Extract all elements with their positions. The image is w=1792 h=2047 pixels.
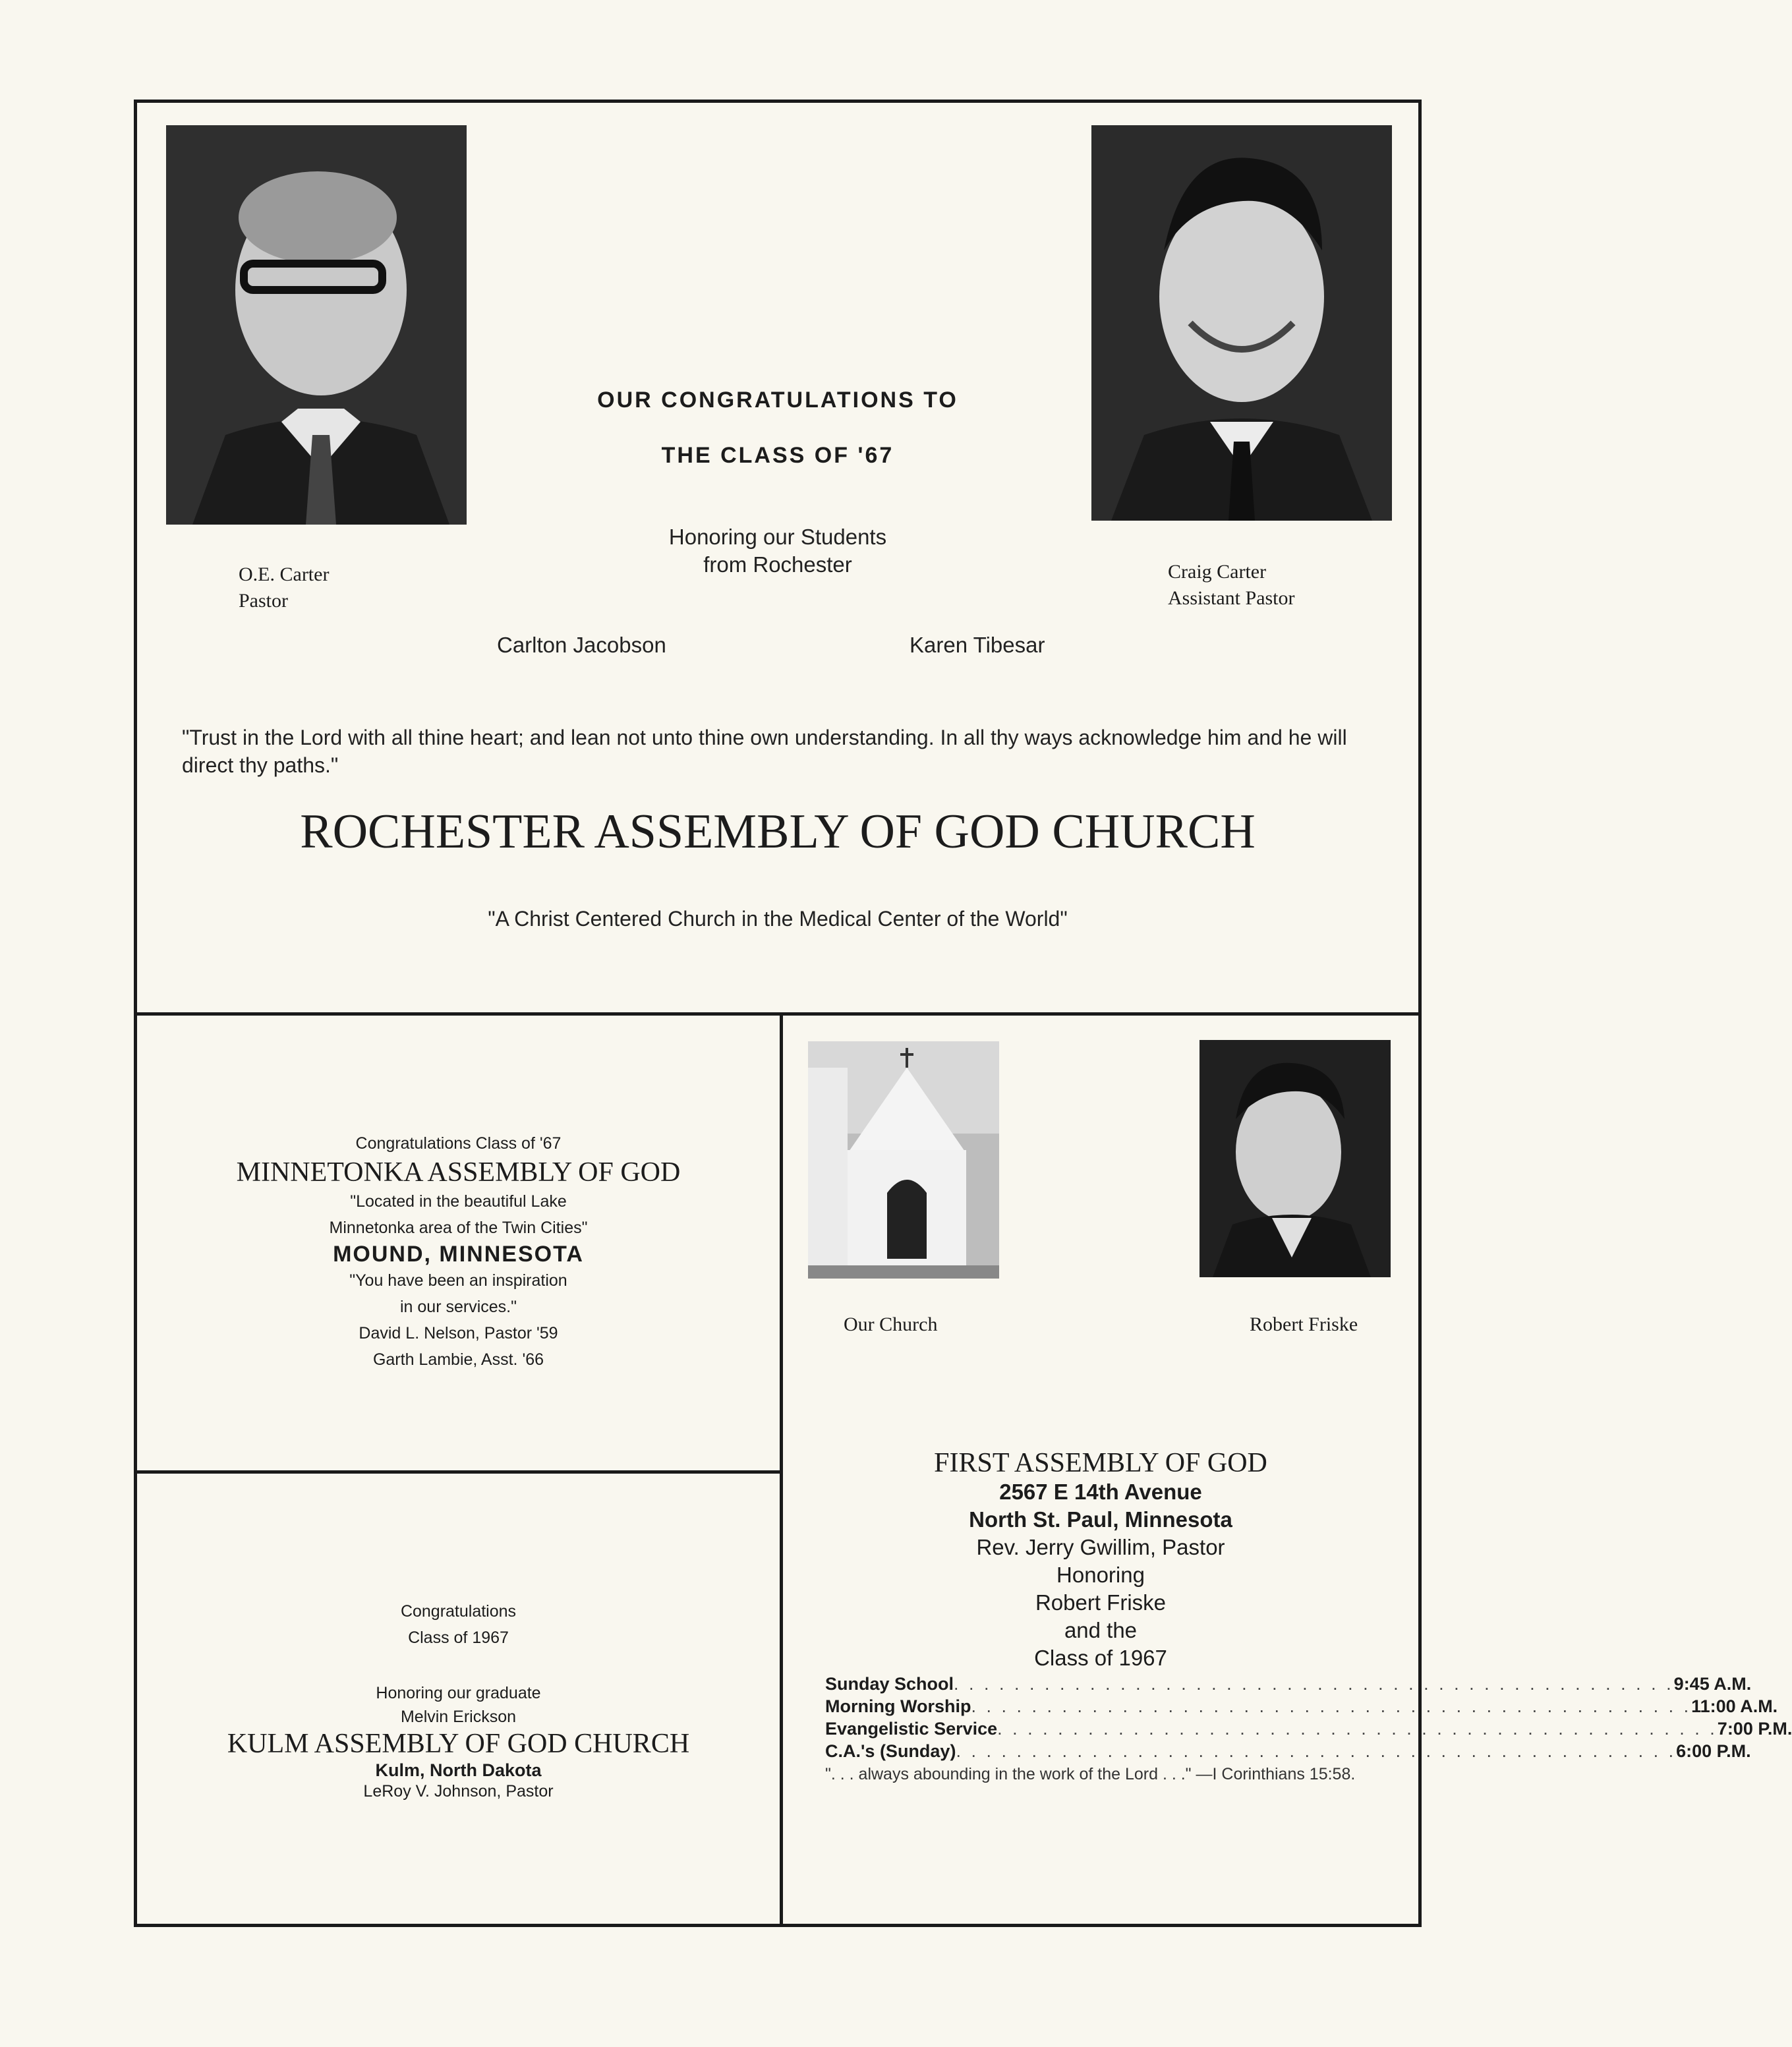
schedule-time: 9:45 A.M.: [1673, 1674, 1752, 1694]
minnetonka-inspiration-line2: in our services.": [400, 1298, 517, 1316]
first-assembly-class: Class of 1967: [1034, 1646, 1167, 1670]
kulm-church-name: KULM ASSEMBLY OF GOD CHURCH: [227, 1729, 690, 1759]
first-assembly-church-name: FIRST ASSEMBLY OF GOD: [934, 1448, 1267, 1478]
schedule-time: 7:00 P.M.: [1717, 1719, 1792, 1739]
minnetonka-location-line2: Minnetonka area of the Twin Cities": [329, 1219, 588, 1237]
schedule-time: 6:00 P.M.: [1676, 1741, 1751, 1761]
kulm-pastor: LeRoy V. Johnson, Pastor: [363, 1782, 554, 1801]
first-assembly-honoree: Robert Friske: [1035, 1590, 1167, 1615]
rochester-church-name: ROCHESTER ASSEMBLY OF GOD CHURCH: [300, 805, 1256, 859]
minnetonka-location-line1: "Located in the beautiful Lake: [350, 1192, 567, 1211]
first-assembly-address: 2567 E 14th Avenue: [999, 1480, 1202, 1504]
robert-friske-caption: Robert Friske: [1250, 1313, 1358, 1335]
kulm-graduate: Melvin Erickson: [400, 1708, 517, 1726]
kulm-congrats: Congratulations: [400, 1602, 517, 1621]
student-karen-tibesar: Karen Tibesar: [910, 633, 1045, 657]
minnetonka-text-block: [137, 1130, 780, 1373]
honoring-students-line1: Honoring our Students: [668, 525, 887, 549]
student-carlton-jacobson: Carlton Jacobson: [497, 633, 666, 657]
minnetonka-assistant: Garth Lambie, Asst. '66: [372, 1350, 544, 1369]
kulm-class: Class of 1967: [408, 1629, 509, 1647]
congrats-heading-line1: OUR CONGRATULATIONS TO: [597, 388, 958, 413]
kulm-text-block: [137, 1598, 780, 1802]
craig-carter-photo: [1091, 125, 1392, 521]
honoring-students-line2: from Rochester: [703, 552, 852, 577]
corinthians-verse: ". . . always abounding in the work of the Lord . . ." —I Corinthians 15:58.: [825, 1765, 1356, 1783]
first-assembly-city: North St. Paul, Minnesota: [969, 1507, 1232, 1532]
church-building-photo: [808, 1041, 999, 1279]
service-schedule: [825, 1673, 1792, 1785]
schedule-leader-dots: . . . . . . . . . . . . . . . . . . . . . . . . . . . . . . . . . . . . . . . . . . . . . . . .: [954, 1674, 1674, 1694]
schedule-leader-dots: . . . . . . . . . . . . . . . . . . . . . . . . . . . . . . . . . . . . . . . . . . . . . . . .: [997, 1719, 1718, 1739]
congrats-heading-line2: THE CLASS OF '67: [661, 443, 894, 468]
kulm-city: Kulm, North Dakota: [375, 1760, 542, 1780]
first-assembly-pastor: Rev. Jerry Gwillim, Pastor: [976, 1535, 1225, 1559]
proverbs-quote: "Trust in the Lord with all thine heart; and lean not unto thine own understanding. In all thy ways acknowledge him and he will direct thy paths.": [182, 726, 1347, 777]
schedule-row: [825, 1717, 1792, 1740]
schedule-leader-dots: . . . . . . . . . . . . . . . . . . . . . . . . . . . . . . . . . . . . . . . . . . . . . . . .: [956, 1741, 1677, 1761]
minnetonka-city: MOUND, MINNESOTA: [333, 1242, 584, 1267]
minnetonka-church-name: MINNETONKA ASSEMBLY OF GOD: [236, 1157, 681, 1188]
first-assembly-honoring: Honoring: [1056, 1563, 1145, 1587]
schedule-label: C.A.'s (Sunday): [825, 1741, 956, 1761]
craig-carter-caption: [1168, 559, 1366, 612]
robert-friske-photo: [1199, 1040, 1391, 1277]
schedule-label: Sunday School: [825, 1674, 954, 1694]
oe-carter-name: O.E. Carter: [239, 563, 330, 585]
minnetonka-congrats: Congratulations Class of '67: [355, 1134, 562, 1153]
first-assembly-text-block: [784, 1448, 1417, 1672]
first-assembly-and-the: and the: [1064, 1618, 1138, 1642]
schedule-row: [825, 1740, 1751, 1762]
minnetonka-inspiration-line1: "You have been an inspiration: [349, 1271, 567, 1290]
craig-carter-name: Craig Carter: [1168, 561, 1267, 583]
schedule-row: [825, 1673, 1752, 1695]
schedule-row: [825, 1695, 1778, 1717]
craig-carter-role: Assistant Pastor: [1168, 587, 1295, 609]
minnetonka-pastor: David L. Nelson, Pastor '59: [359, 1324, 558, 1342]
schedule-time: 11:00 A.M.: [1691, 1696, 1778, 1716]
schedule-label: Evangelistic Service: [825, 1719, 998, 1739]
rochester-motto: "A Christ Centered Church in the Medical Center of the World": [488, 907, 1068, 931]
kulm-honoring: Honoring our graduate: [376, 1684, 541, 1702]
schedule-leader-dots: . . . . . . . . . . . . . . . . . . . . . . . . . . . . . . . . . . . . . . . . . . . . . . . .: [971, 1696, 1692, 1716]
oe-carter-caption: [239, 562, 410, 614]
oe-carter-photo: [166, 125, 467, 525]
our-church-caption: Our Church: [844, 1313, 938, 1335]
schedule-label: Morning Worship: [825, 1696, 971, 1716]
oe-carter-role: Pastor: [239, 590, 288, 612]
